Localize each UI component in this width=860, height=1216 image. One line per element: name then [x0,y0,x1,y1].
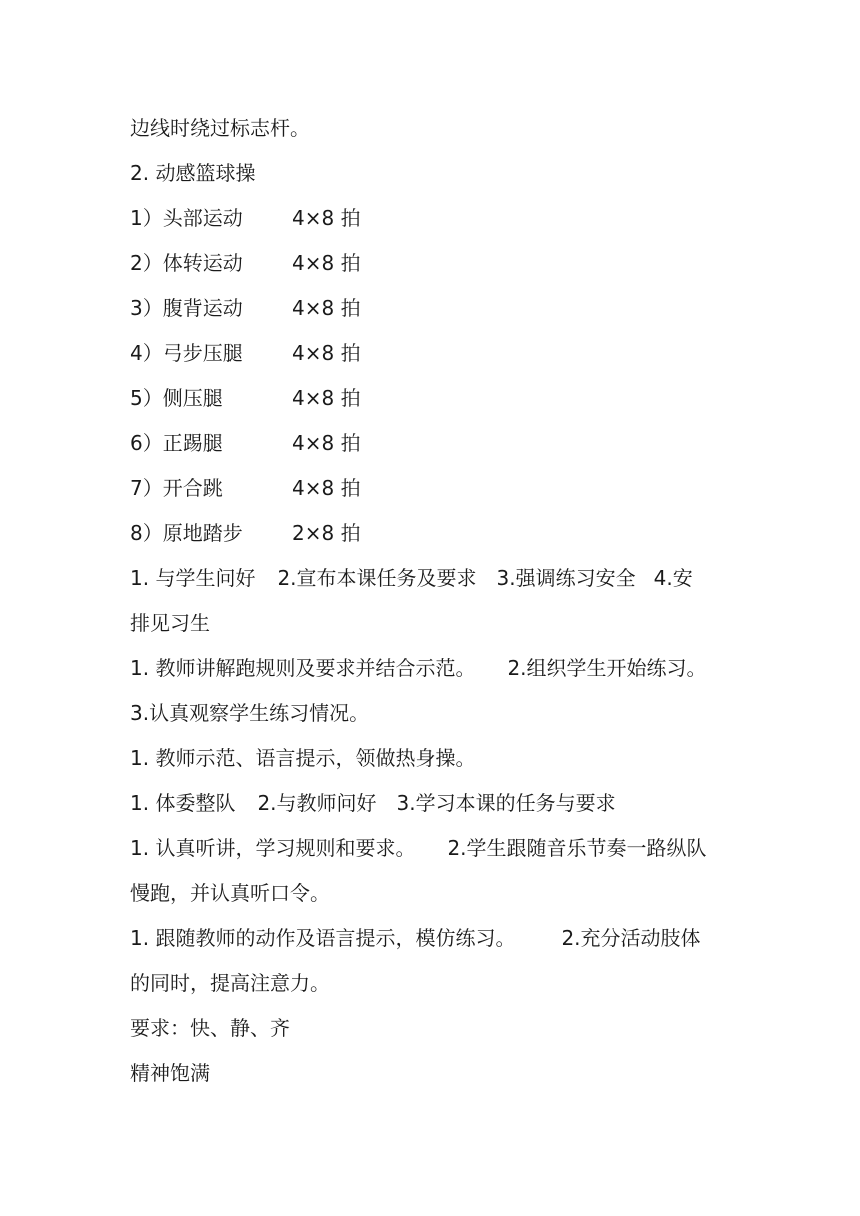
text-segment: 3.强调练习安全 [496,566,636,590]
exercise-row [130,421,734,466]
exercise-row [130,511,734,556]
text-line: 排见习生 [130,611,210,635]
text-line: 1. 教师示范、语言提示，领做热身操。 [130,746,476,770]
paragraph-student-listen [130,826,734,871]
text-segment: 2.宣布本课任务及要求 [277,566,477,590]
exercise-count: 4×8 拍 [292,296,361,320]
text-segment: 1. 认真听讲，学习规则和要求。 [130,836,416,860]
exercise-row [130,241,734,286]
text-segment: 2.组织学生开始练习。 [507,656,707,680]
text-segment: 1. 体委整队 [130,791,236,815]
requirement-line: 要求：快、静、齐 [130,1016,290,1040]
exercise-row [130,376,734,421]
exercise-count: 4×8 拍 [292,341,361,365]
text-segment: 2.学生跟随音乐节奏一路纵队 [447,836,707,860]
exercise-count: 4×8 拍 [292,206,361,230]
paragraph-student-line [130,781,734,826]
paragraph-student-follow [130,916,734,961]
exercise-label: 7）开合跳 [130,476,223,500]
exercise-label: 1）头部运动 [130,206,243,230]
exercise-count: 2×8 拍 [292,521,361,545]
paragraph-teacher-tasks [130,556,734,601]
text-segment: 1. 跟随教师的动作及语言提示，模仿练习。 [130,926,516,950]
text-segment: 1. 教师讲解跑规则及要求并结合示范。 [130,656,476,680]
exercise-label: 5）侧压腿 [130,386,223,410]
exercise-count: 4×8 拍 [292,431,361,455]
text-line: 3.认真观察学生练习情况。 [130,701,370,725]
text-segment: 4.安 [653,566,693,590]
exercise-count: 4×8 拍 [292,251,361,275]
exercise-row [130,331,734,376]
exercise-label: 8）原地踏步 [130,521,243,545]
exercise-row [130,466,734,511]
document-body [130,106,734,1096]
text-segment: 2.充分活动肢体 [561,926,701,950]
text-line: 慢跑，并认真听口令。 [130,881,330,905]
exercise-label: 4）弓步压腿 [130,341,243,365]
text-segment: 2.与教师问好 [257,791,377,815]
exercise-count: 4×8 拍 [292,386,361,410]
text-line: 边线时绕过标志杆。 [130,116,310,140]
exercise-label: 6）正踢腿 [130,431,223,455]
section-title: 2. 动感篮球操 [130,161,256,185]
exercise-label: 3）腹背运动 [130,296,243,320]
paragraph-teacher-explain [130,646,734,691]
exercise-label: 2）体转运动 [130,251,243,275]
exercise-row [130,196,734,241]
text-segment: 3.学习本课的任务与要求 [396,791,616,815]
text-segment: 1. 与学生问好 [130,566,256,590]
exercise-count: 4×8 拍 [292,476,361,500]
text-line: 精神饱满 [130,1061,210,1085]
text-line: 的同时，提高注意力。 [130,971,330,995]
exercise-row [130,286,734,331]
